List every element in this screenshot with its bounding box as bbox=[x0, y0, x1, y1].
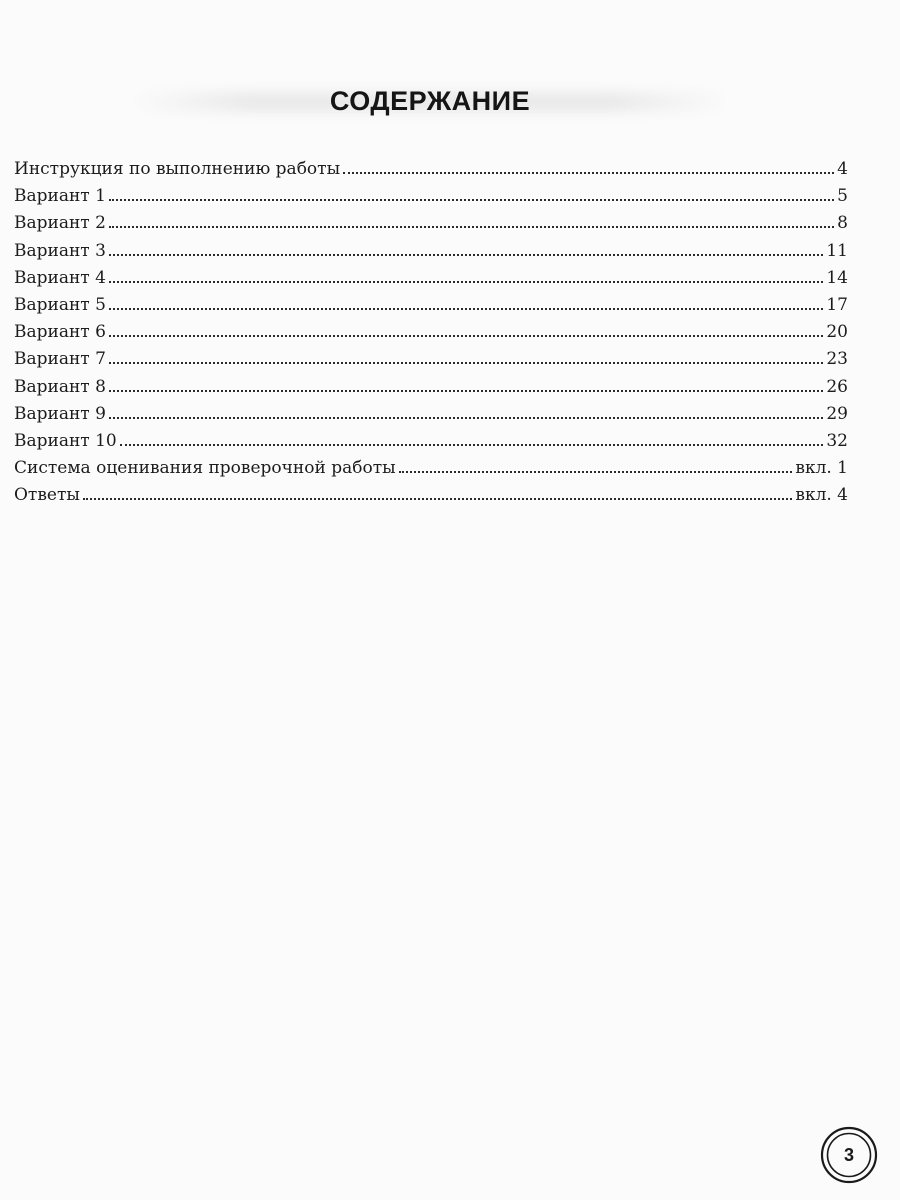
toc-entry-label: Вариант 10 bbox=[14, 430, 117, 451]
dot-leader bbox=[399, 470, 793, 473]
dot-leader bbox=[109, 416, 823, 419]
toc-entry[interactable] bbox=[14, 401, 848, 428]
toc-entry-label: Вариант 8 bbox=[14, 376, 106, 397]
table-of-contents bbox=[14, 156, 848, 509]
toc-entry-page: вкл. 4 bbox=[795, 485, 848, 506]
toc-entry-label: Вариант 3 bbox=[14, 240, 106, 261]
toc-entry-page: 32 bbox=[826, 430, 848, 451]
toc-entry-page: 4 bbox=[837, 159, 848, 179]
toc-entry[interactable] bbox=[14, 292, 848, 319]
toc-entry[interactable] bbox=[14, 374, 848, 401]
toc-entry-label: Вариант 1 bbox=[14, 186, 106, 207]
dot-leader bbox=[109, 253, 823, 256]
page-title: СОДЕРЖАНИЕ bbox=[329, 86, 531, 116]
dot-leader bbox=[109, 280, 823, 283]
toc-entry-page: 17 bbox=[826, 294, 848, 315]
dot-leader bbox=[109, 334, 823, 337]
dot-leader bbox=[120, 443, 824, 446]
toc-entry-label: Вариант 4 bbox=[14, 267, 106, 288]
dot-leader bbox=[109, 389, 823, 392]
toc-entry[interactable] bbox=[14, 455, 848, 482]
toc-entry[interactable] bbox=[14, 346, 848, 373]
toc-entry[interactable] bbox=[14, 319, 848, 346]
toc-entry-page: 11 bbox=[826, 240, 848, 261]
dot-leader bbox=[109, 307, 823, 310]
dot-leader bbox=[83, 497, 792, 500]
toc-entry-label: Инструкция по выполнению работы bbox=[14, 159, 341, 179]
toc-entry-label: Система оценивания проверочной работы bbox=[14, 458, 396, 479]
toc-entry-label: Ответы bbox=[14, 485, 80, 506]
toc-entry-page: 8 bbox=[837, 213, 848, 234]
toc-entry[interactable] bbox=[14, 482, 848, 509]
toc-entry-page: 14 bbox=[826, 267, 848, 288]
toc-entry-label: Вариант 9 bbox=[14, 403, 106, 424]
toc-entry-page: 26 bbox=[826, 376, 848, 397]
toc-entry-page: 29 bbox=[826, 403, 848, 424]
toc-entry[interactable] bbox=[14, 265, 848, 292]
toc-entry-page: вкл. 1 bbox=[795, 458, 848, 479]
toc-entry[interactable] bbox=[14, 156, 848, 183]
toc-entry-page: 5 bbox=[837, 186, 848, 207]
dot-leader bbox=[109, 361, 823, 364]
dot-leader bbox=[109, 225, 834, 228]
toc-entry[interactable] bbox=[14, 210, 848, 237]
page-number-badge bbox=[820, 1126, 878, 1184]
toc-entry[interactable] bbox=[14, 428, 848, 455]
toc-entry-label: Вариант 7 bbox=[14, 349, 106, 370]
toc-entry-page: 23 bbox=[826, 349, 848, 370]
page-number: 3 bbox=[843, 1145, 854, 1165]
toc-entry-label: Вариант 6 bbox=[14, 322, 106, 343]
dot-leader bbox=[343, 171, 834, 174]
dot-leader bbox=[109, 198, 834, 201]
toc-entry-page: 20 bbox=[826, 322, 848, 343]
toc-entry[interactable] bbox=[14, 238, 848, 265]
toc-entry-label: Вариант 5 bbox=[14, 294, 106, 315]
toc-entry-label: Вариант 2 bbox=[14, 213, 106, 234]
toc-entry[interactable] bbox=[14, 183, 848, 210]
